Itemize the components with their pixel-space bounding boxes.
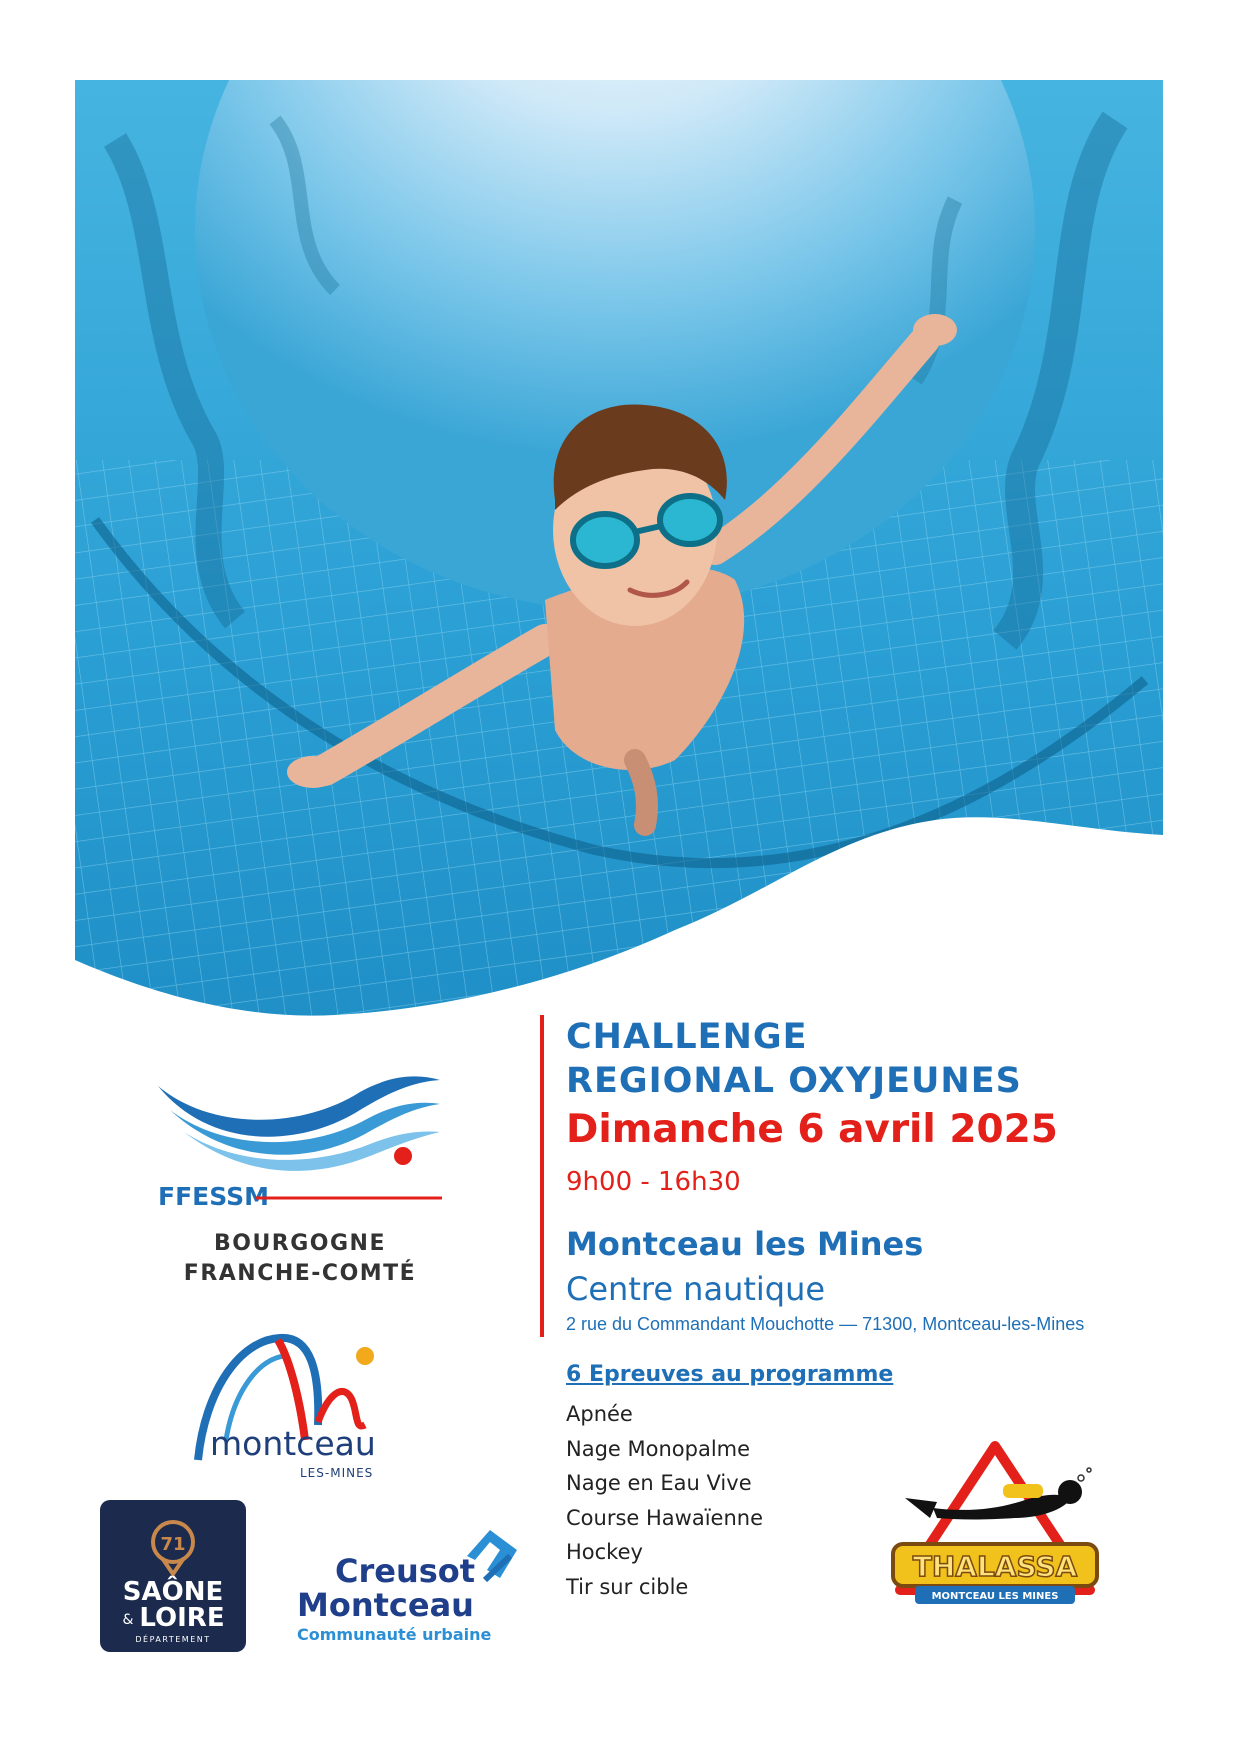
program-item: Tir sur cible (566, 1574, 689, 1599)
saone-loire-logo (100, 1500, 246, 1652)
creusot-arrow-icon (295, 1520, 545, 1650)
program-item: Hockey (566, 1540, 643, 1564)
montceau-logo (190, 1330, 420, 1480)
event-venue: Centre nautique (566, 1270, 826, 1308)
creusot-montceau-logo (295, 1520, 545, 1650)
montceau-arch-icon (190, 1330, 420, 1480)
program-item: Nage en Eau Vive (566, 1471, 752, 1495)
event-date: Dimanche 6 avril 2025 (566, 1107, 1058, 1152)
program-title: 6 Epreuves au programme (566, 1362, 894, 1387)
ffessm-wave-icon (150, 1060, 450, 1290)
saone-loire-amp: & (122, 1612, 134, 1628)
event-title-line1: CHALLENGE (566, 1017, 808, 1057)
creusot-line2: Montceau (297, 1586, 474, 1624)
event-address: 2 rue du Commandant Mouchotte — 71300, Montceau-les-Mines (566, 1314, 1085, 1334)
ffessm-logo (150, 1060, 450, 1290)
program-item: Course Hawaïenne (566, 1505, 763, 1530)
saone-loire-line2: LOIRE (139, 1603, 225, 1633)
creusot-sub: Communauté urbaine (297, 1625, 492, 1644)
saone-loire-line1: SAÔNE (122, 1577, 224, 1607)
ffessm-name: FFESSM (158, 1182, 269, 1211)
saone-loire-badge: 71 (160, 1534, 186, 1555)
hero-photo (75, 80, 1163, 1025)
underwater-swimmer-illustration (75, 80, 1163, 1025)
saone-loire-sub: DÉPARTEMENT (135, 1635, 211, 1644)
thalassa-logo (885, 1440, 1105, 1610)
event-title-line2: REGIONAL OXYJEUNES (566, 1061, 1022, 1101)
ffessm-line1: BOURGOGNE (213, 1231, 387, 1256)
program-item: Apnée (566, 1402, 633, 1426)
program-item: Nage Monopalme (566, 1436, 751, 1461)
montceau-name: montceau (210, 1424, 376, 1463)
montceau-sub: LES-MINES (300, 1466, 374, 1480)
saone-loire-badge-icon (100, 1500, 246, 1652)
event-hours: 9h00 - 16h30 (566, 1167, 741, 1197)
thalassa-sub: MONTCEAU LES MINES (931, 1591, 1059, 1602)
thalassa-name: THALASSA (912, 1550, 1078, 1583)
ffessm-line2: FRANCHE-COMTÉ (183, 1261, 417, 1286)
thalassa-diver-icon (885, 1440, 1105, 1610)
creusot-line1: Creusot (335, 1552, 476, 1590)
event-city: Montceau les Mines (566, 1225, 924, 1263)
red-divider (540, 1015, 544, 1337)
